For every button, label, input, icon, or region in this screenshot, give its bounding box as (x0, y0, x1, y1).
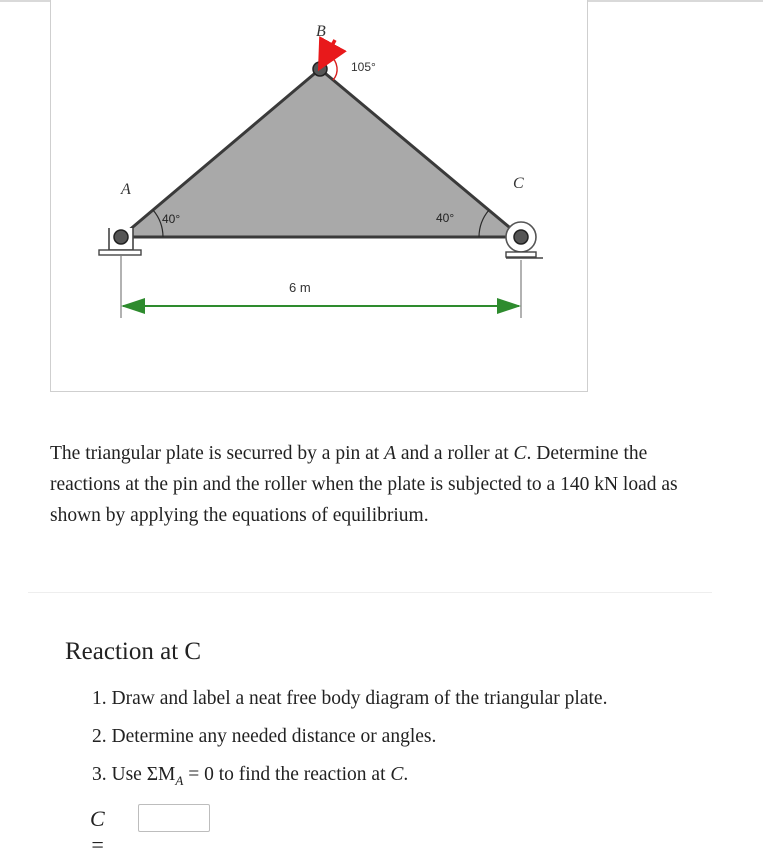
span-label: 6 m (289, 280, 311, 295)
step-2: 2. Determine any needed distance or angles. (92, 726, 437, 747)
problem-point-c: C (513, 443, 527, 464)
joint-b (313, 62, 327, 76)
section-title: Reaction at C (65, 638, 202, 665)
step-1: 1. Draw and label a neat free body diagram of the triangular plate. (92, 688, 608, 709)
problem-text-3: . Determine the reactions at the pin and the roller when the plate is subjected to a 140 kN load as shown by applying the equations of equilibrium. (50, 443, 678, 526)
angle-top-label: 105° (351, 60, 376, 74)
problem-text-1: The triangular plate is securred by a pin at (50, 443, 385, 464)
angle-left-label: 40° (162, 212, 181, 226)
section-divider (28, 592, 712, 593)
label-b: B (316, 23, 326, 40)
step-3-rest: = 0 to find the reaction at (183, 764, 391, 785)
angle-right-label: 40° (436, 211, 455, 225)
step-3-end: . (403, 764, 409, 785)
problem-text-2: and a roller at (396, 443, 514, 464)
problem-point-a: A (384, 443, 397, 464)
label-a: A (121, 181, 131, 198)
step-3-point-c: C (390, 764, 404, 785)
step-3-text: 3. Use ΣM (92, 764, 176, 785)
step-3 (92, 756, 607, 800)
answer-label: C = (90, 806, 105, 857)
label-c: C (513, 175, 524, 192)
figure-panel (50, 0, 588, 392)
triangular-plate (121, 69, 521, 237)
triangular-plate-diagram (51, 0, 589, 392)
step-3-subscript: A (175, 772, 184, 788)
problem-statement (50, 438, 710, 531)
roller-support-c (506, 222, 543, 258)
reaction-c-input[interactable] (138, 804, 210, 832)
steps-list (92, 680, 607, 800)
